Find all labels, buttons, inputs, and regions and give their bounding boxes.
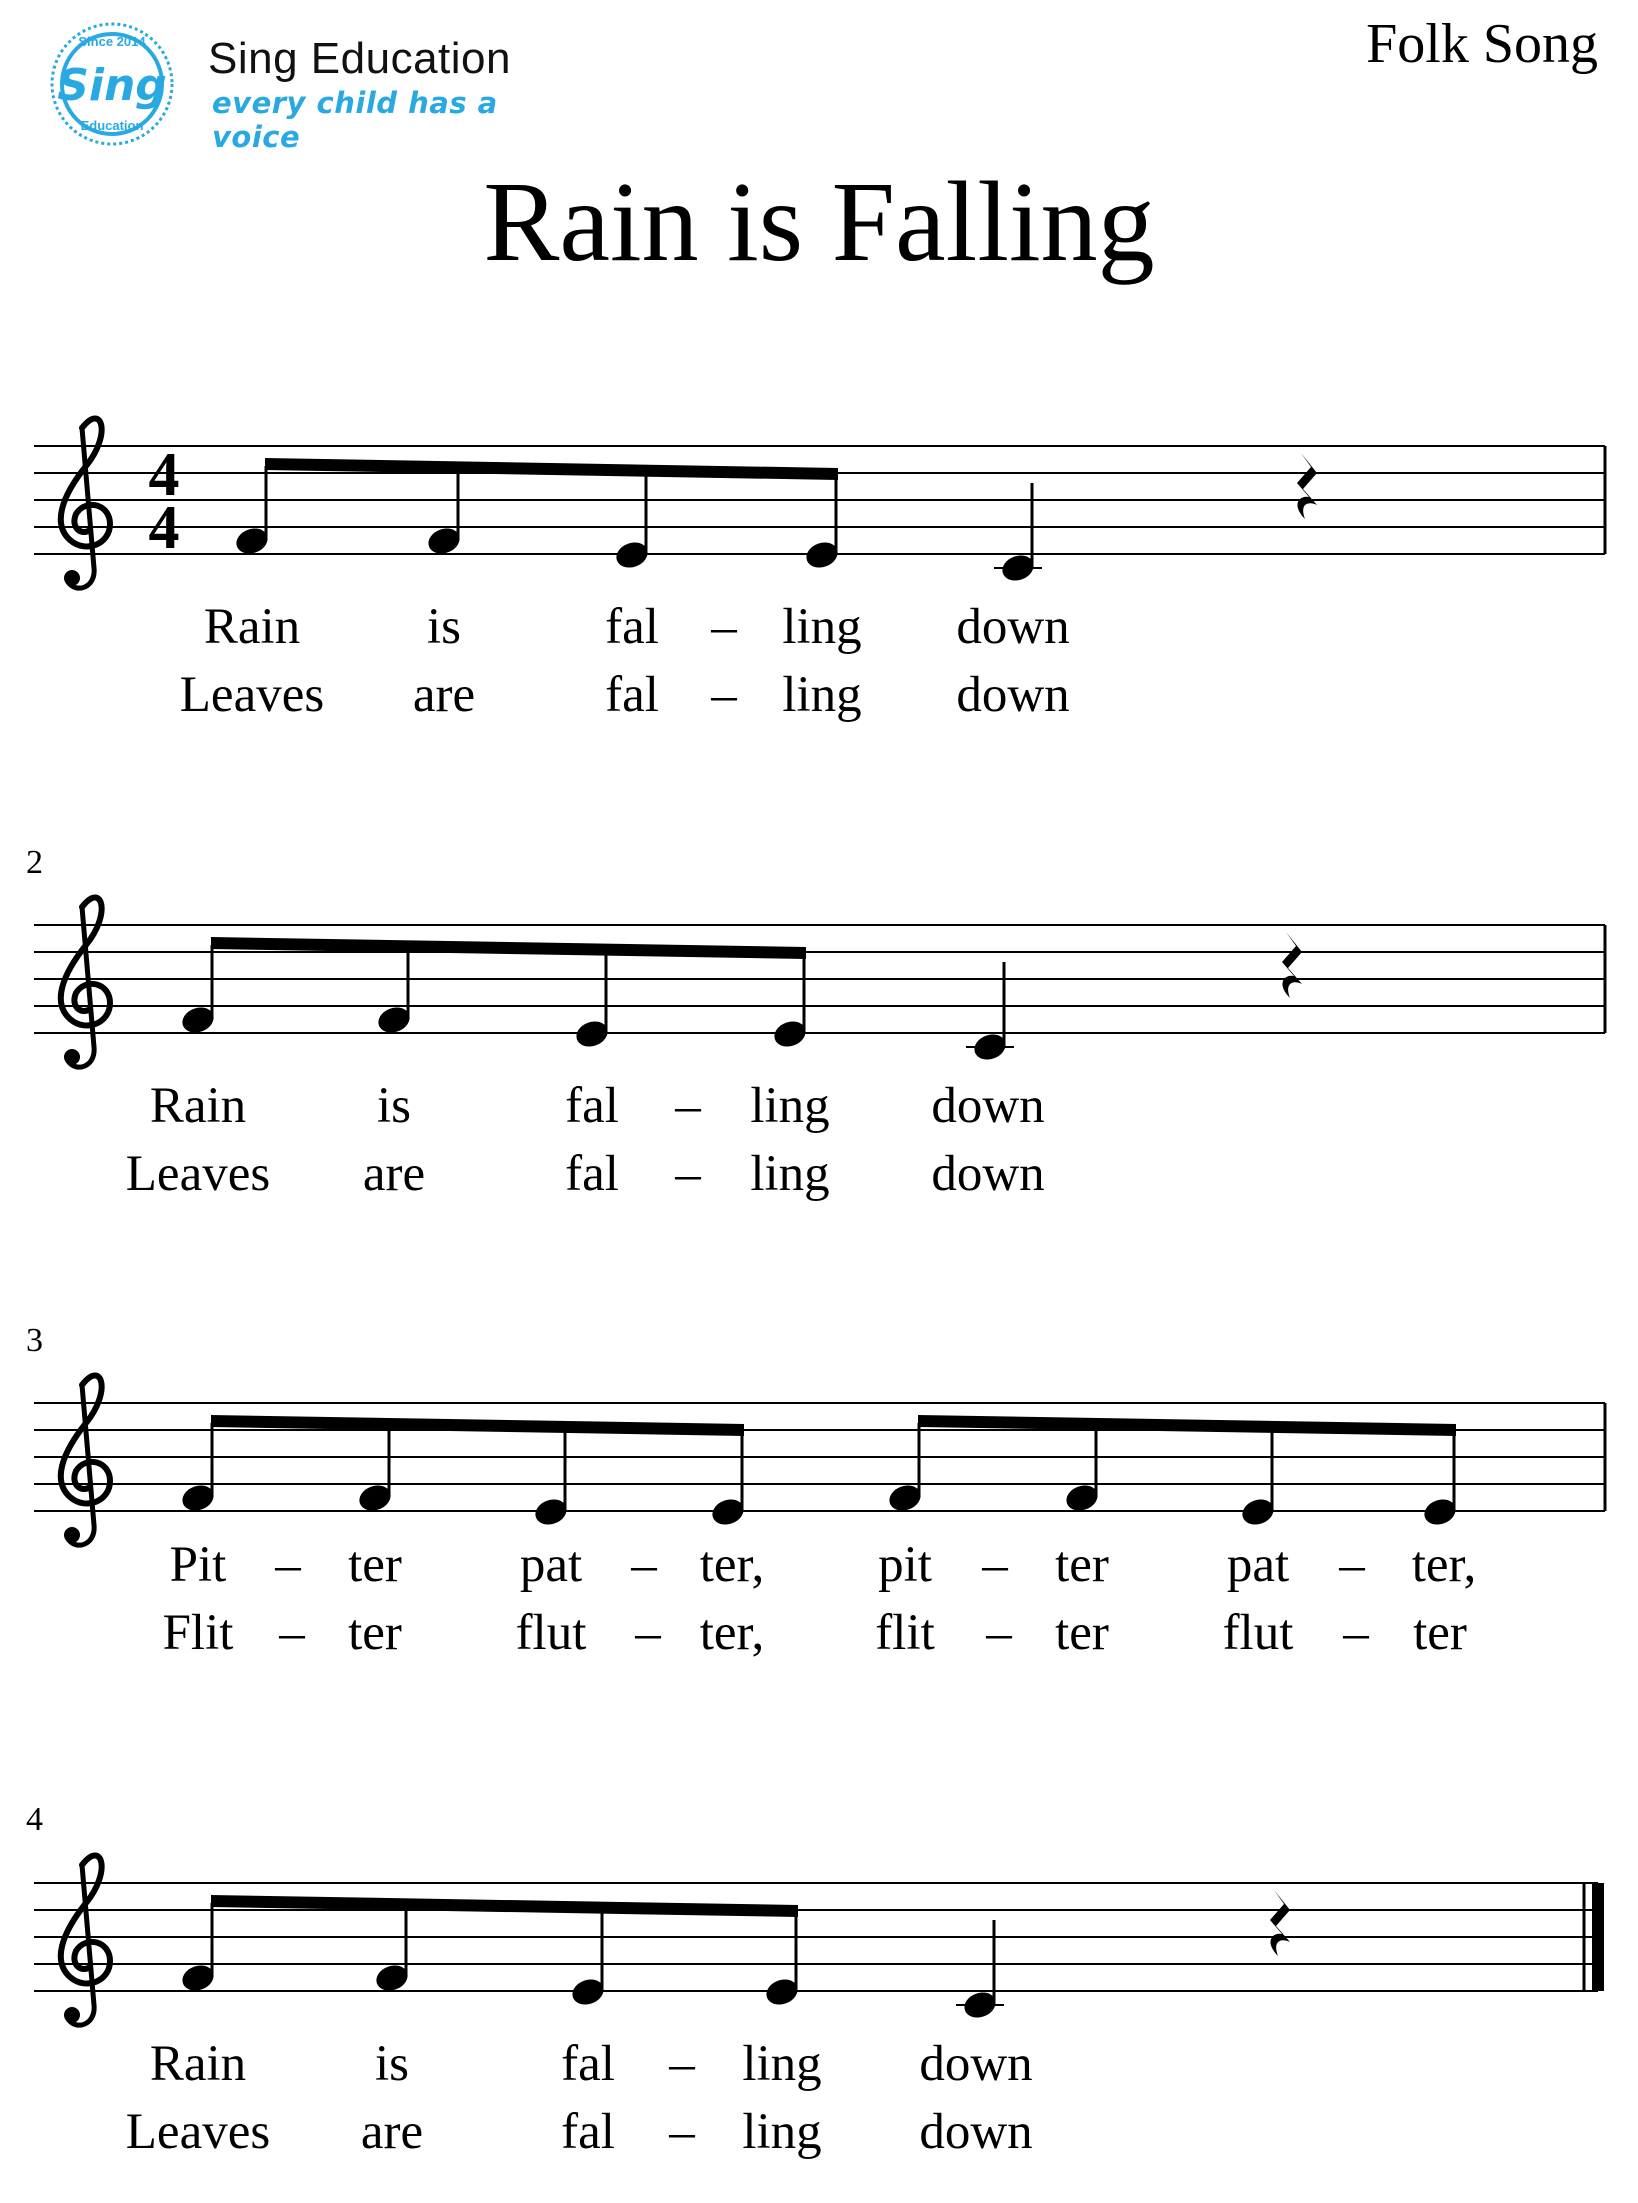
note-e4 bbox=[356, 1425, 394, 1515]
lyric-verse1: Rain bbox=[149, 1078, 247, 1134]
lyric-verse2: fal bbox=[605, 667, 659, 723]
note-beam bbox=[918, 1415, 1456, 1436]
lyric-verse1: pit bbox=[878, 1537, 932, 1593]
treble-clef-icon bbox=[61, 1855, 110, 2025]
note-e4 bbox=[179, 945, 217, 1037]
note-e4 bbox=[373, 1906, 411, 1995]
seal-top-text: Since 2014 bbox=[78, 34, 146, 49]
lyric-hyphen: – bbox=[669, 2036, 695, 2092]
note-d4 bbox=[613, 472, 651, 572]
note-beam bbox=[211, 1415, 744, 1436]
lyric-verse2: Flit bbox=[162, 1605, 234, 1661]
seal-bottom-text: Education bbox=[80, 118, 144, 133]
staff-system-2 bbox=[26, 844, 1605, 1202]
lyric-verse1: ter, bbox=[1411, 1537, 1477, 1593]
note-e4 bbox=[179, 1423, 217, 1515]
lyric-verse2: Leaves bbox=[125, 2104, 271, 2160]
lyric-hyphen: – bbox=[1339, 1537, 1365, 1593]
note-e4 bbox=[179, 1903, 217, 1995]
lyric-hyphen: – bbox=[982, 1537, 1008, 1593]
lyric-verse1: is bbox=[376, 1078, 412, 1134]
lyric-verse2: down bbox=[931, 1146, 1045, 1202]
lyric-verse1: ter bbox=[348, 1537, 402, 1593]
note-d4 bbox=[1239, 1428, 1277, 1529]
song-title: Rain is Falling bbox=[483, 158, 1155, 285]
lyric-verse1: is bbox=[426, 599, 462, 655]
staff-system-1 bbox=[34, 418, 1605, 723]
lyric-verse1: is bbox=[374, 2036, 410, 2092]
lyric-hyphen: – bbox=[711, 667, 737, 723]
note-e4 bbox=[233, 466, 271, 558]
lyric-verse1: ter bbox=[1055, 1537, 1109, 1593]
lyric-verse2: ter bbox=[1055, 1605, 1109, 1661]
note-d4 bbox=[1421, 1430, 1459, 1529]
lyric-verse1: ling bbox=[782, 599, 862, 655]
treble-clef-icon bbox=[61, 1375, 110, 1545]
lyric-verse2: Leaves bbox=[179, 667, 325, 723]
quarter-rest-icon bbox=[1282, 932, 1302, 998]
lyric-verse1: pat bbox=[519, 1537, 583, 1593]
lyric-hyphen: – bbox=[675, 1078, 701, 1134]
note-beam bbox=[211, 937, 806, 959]
time-signature-top: 4 bbox=[148, 441, 180, 509]
lyric-verse2: ling bbox=[750, 1146, 830, 1202]
lyric-verse2: fal bbox=[561, 2104, 615, 2160]
note-e4 bbox=[886, 1423, 924, 1515]
lyric-verse1: fal bbox=[605, 599, 659, 655]
staff-system-3 bbox=[26, 1322, 1605, 1661]
note-beam bbox=[211, 1895, 798, 1917]
treble-clef-icon bbox=[61, 418, 110, 588]
lyric-verse1: down bbox=[919, 2036, 1033, 2092]
lyric-verse2: ter, bbox=[699, 1605, 765, 1661]
lyric-hyphen: – bbox=[669, 2104, 695, 2160]
measure-number: 2 bbox=[26, 844, 43, 881]
lyric-hyphen: – bbox=[986, 1605, 1012, 1661]
treble-clef-icon bbox=[61, 897, 110, 1067]
lyric-hyphen: – bbox=[631, 1537, 657, 1593]
lyric-verse1: ter, bbox=[699, 1537, 765, 1593]
note-d4 bbox=[532, 1428, 570, 1529]
note-e4 bbox=[1063, 1425, 1101, 1515]
lyric-verse2: fal bbox=[565, 1146, 619, 1202]
note-d4 bbox=[569, 1909, 607, 2009]
lyric-verse2: ling bbox=[782, 667, 862, 723]
note-beam bbox=[265, 458, 838, 480]
measure-number: 3 bbox=[26, 1322, 43, 1359]
note-d4 bbox=[709, 1430, 747, 1529]
lyric-verse2: are bbox=[360, 2104, 424, 2160]
lyric-verse2: ter bbox=[1413, 1605, 1467, 1661]
lyric-verse1: Rain bbox=[149, 2036, 247, 2092]
lyric-verse2: down bbox=[956, 667, 1070, 723]
lyric-verse2: flut bbox=[1222, 1605, 1294, 1661]
brand-name: Sing Education bbox=[208, 34, 511, 83]
note-c4-quarter bbox=[994, 483, 1042, 585]
seal-word: Sing bbox=[57, 60, 167, 111]
lyric-verse1: ling bbox=[742, 2036, 822, 2092]
note-c4-quarter bbox=[956, 1920, 1004, 2022]
lyric-verse1: Pit bbox=[169, 1537, 227, 1593]
note-d4 bbox=[573, 951, 611, 1051]
staff-system-4 bbox=[26, 1801, 1604, 2160]
lyric-hyphen: – bbox=[275, 1537, 301, 1593]
lyric-verse2: Leaves bbox=[125, 1146, 271, 1202]
note-d4 bbox=[771, 954, 809, 1051]
measure-number: 4 bbox=[26, 1801, 43, 1838]
lyric-hyphen: – bbox=[1343, 1605, 1369, 1661]
lyric-verse2: flut bbox=[515, 1605, 587, 1661]
lyric-hyphen: – bbox=[711, 599, 737, 655]
lyric-verse2: ter bbox=[348, 1605, 402, 1661]
lyric-verse2: are bbox=[362, 1146, 426, 1202]
lyric-verse1: pat bbox=[1226, 1537, 1290, 1593]
lyric-verse2: down bbox=[919, 2104, 1033, 2160]
brand-tagline: every child has a voice bbox=[212, 86, 498, 154]
lyric-verse1: Rain bbox=[203, 599, 301, 655]
note-e4 bbox=[375, 948, 413, 1037]
lyric-verse1: down bbox=[931, 1078, 1045, 1134]
lyric-verse2: flit bbox=[875, 1605, 935, 1661]
lyric-verse1: ling bbox=[750, 1078, 830, 1134]
lyric-verse2: are bbox=[412, 667, 476, 723]
time-signature-bottom: 4 bbox=[148, 494, 180, 562]
quarter-rest-icon bbox=[1297, 453, 1317, 519]
lyric-hyphen: – bbox=[635, 1605, 661, 1661]
lyric-hyphen: – bbox=[675, 1146, 701, 1202]
note-d4 bbox=[763, 1912, 801, 2009]
note-d4 bbox=[803, 475, 841, 572]
note-e4 bbox=[425, 469, 463, 558]
composer-attribution: Folk Song bbox=[1366, 13, 1598, 75]
lyric-verse1: fal bbox=[565, 1078, 619, 1134]
lyric-verse2: ling bbox=[742, 2104, 822, 2160]
note-c4-quarter bbox=[966, 962, 1014, 1064]
lyric-hyphen: – bbox=[279, 1605, 305, 1661]
lyric-verse1: fal bbox=[561, 2036, 615, 2092]
lyric-verse1: down bbox=[956, 599, 1070, 655]
quarter-rest-icon bbox=[1270, 1890, 1290, 1956]
